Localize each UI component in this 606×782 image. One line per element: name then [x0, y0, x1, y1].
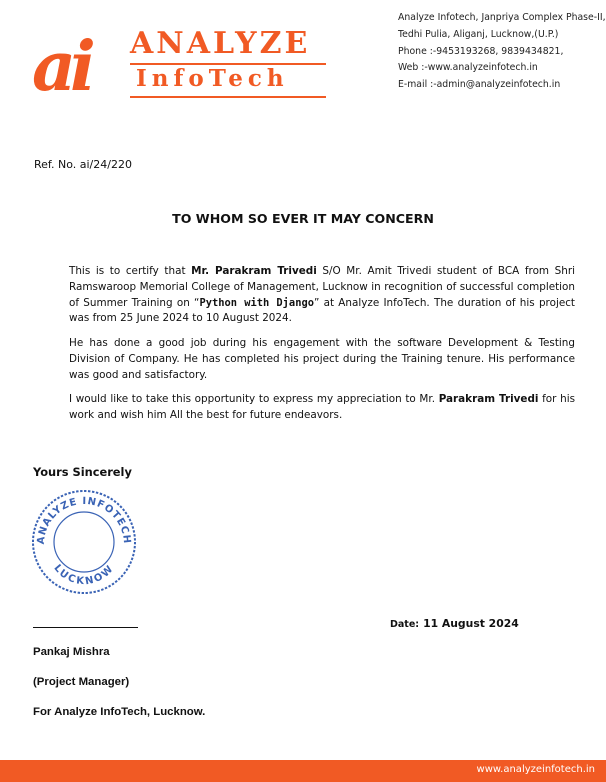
p3-text-2: for his work and wish him All the best for future endeavors.: [69, 393, 575, 421]
contact-address-line-2: Tedhi Pulia, Aliganj, Lucknow,(U.P.): [398, 28, 559, 40]
course-name: Python with Django: [199, 296, 314, 309]
footer-bar: [0, 760, 606, 782]
contact-web: Web :-www.analyzeinfotech.in: [398, 62, 538, 74]
signatory-name: Pankaj Mishra: [33, 646, 110, 658]
reference-number: Ref. No. ai/24/220: [34, 158, 132, 171]
p3-text-1: I would like to take this opportunity to express my appreciation to Mr.: [69, 393, 439, 405]
p1-text-3: ” at Analyze InfoTech. The duration of his project was from 25 June 2024 to 10 August 2024.: [69, 296, 576, 325]
contact-block: [398, 10, 606, 94]
stamp-bottom-text: LUCKNOW: [51, 562, 117, 588]
brand-subtitle: InfoTech: [136, 65, 289, 92]
date-value: 11 August 2024: [423, 617, 519, 630]
letter-date: [390, 617, 519, 630]
stamp-top-text: ANALYZE INFOTECH: [35, 495, 133, 545]
footer-website: www.analyzeinfotech.in: [476, 764, 595, 775]
contact-email: E-mail :-admin@analyzeinfotech.in: [398, 79, 561, 91]
closing-salutation: Yours Sincerely: [33, 465, 132, 479]
contact-address-line-1: Analyze Infotech, Janpriya Complex Phase-II,: [398, 12, 606, 23]
brand-rule-bottom: [130, 96, 326, 98]
certification-paragraph: [69, 264, 575, 327]
student-name: Mr. Parakram Trivedi: [191, 265, 317, 277]
company-logo: [30, 24, 330, 104]
letter-title: TO WHOM SO EVER IT MAY CONCERN: [172, 211, 434, 226]
logo-letters: ai: [32, 27, 90, 102]
company-stamp: [30, 488, 138, 596]
ai-logo-mark: [30, 24, 126, 102]
stamp-inner-ring: [54, 512, 114, 572]
brand-name: ANALYZE: [130, 26, 311, 61]
performance-paragraph: He has done a good job during his engagement with the software Development & Testing Division of Company. He has completed his project during the Training tenure. His performance was good and satisfactory.: [69, 337, 575, 381]
appreciation-paragraph: [69, 392, 575, 424]
student-name-repeat: Parakram Trivedi: [438, 393, 539, 405]
p1-text-2: S/O Mr. Amit Trivedi student of BCA from Shri Ramswaroop Memorial College of Management, Lucknow in recognition of successful completion of Summer Training on “: [69, 265, 576, 309]
signatory-role: (Project Manager): [33, 676, 130, 688]
signature-line: [33, 627, 138, 628]
signatory-organization: For Analyze InfoTech, Lucknow.: [33, 706, 206, 718]
date-label: Date:: [390, 619, 420, 630]
svg-text:LUCKNOW: [51, 563, 116, 588]
p1-text-1: This is to certify that: [69, 265, 192, 277]
contact-phone: Phone :-9453193268, 9839434821,: [398, 45, 564, 57]
